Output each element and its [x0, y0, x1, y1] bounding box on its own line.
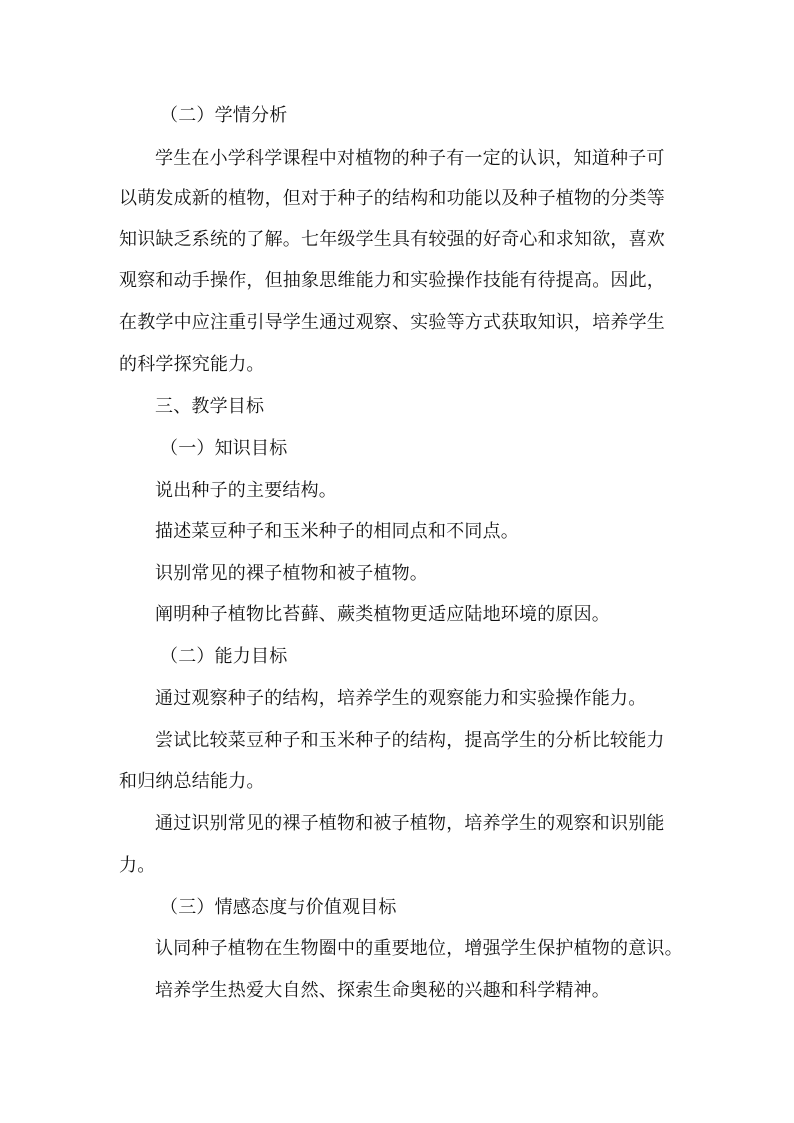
list-item: 描述菜豆种子和玉米种子的相同点和不同点。 [155, 521, 519, 542]
paragraph-line: 以萌发成新的植物，但对于种子的结构和功能以及种子植物的分类等 [119, 188, 665, 209]
subheading-emotion-goals: （三）情感态度与价值观目标 [160, 897, 397, 918]
list-item: 阐明种子植物比苔藓、蕨类植物更适应陆地环境的原因。 [155, 604, 610, 625]
section-heading-learning-analysis: （二）学情分析 [160, 105, 288, 126]
list-item: 识别常见的裸子植物和被子植物。 [155, 563, 428, 584]
subheading-ability-goals: （二）能力目标 [160, 646, 288, 667]
section-heading-teaching-goals: 三、教学目标 [155, 396, 265, 417]
list-item: 认同种子植物在生物圈中的重要地位，增强学生保护植物的意识。 [155, 938, 683, 959]
list-item: 通过识别常见的裸子植物和被子植物，培养学生的观察和识别能 [155, 813, 665, 834]
list-item-continuation: 力。 [119, 855, 156, 876]
list-item-continuation: 和归纳总结能力。 [119, 771, 265, 792]
list-item: 说出种子的主要结构。 [155, 480, 337, 501]
paragraph-line: 学生在小学科学课程中对植物的种子有一定的认识，知道种子可 [155, 148, 665, 169]
paragraph-line: 观察和动手操作，但抽象思维能力和实验操作技能有待提高。因此， [119, 270, 665, 291]
paragraph-line: 知识缺乏系统的了解。七年级学生具有较强的好奇心和求知欲，喜欢 [119, 229, 665, 250]
list-item: 通过观察种子的结构，培养学生的观察能力和实验操作能力。 [155, 688, 647, 709]
subheading-knowledge-goals: （一）知识目标 [160, 438, 288, 459]
paragraph-line: 的科学探究能力。 [119, 354, 265, 375]
paragraph-line: 在教学中应注重引导学生通过观察、实验等方式获取知识，培养学生 [119, 312, 665, 333]
list-item: 培养学生热爱大自然、探索生命奥秘的兴趣和科学精神。 [155, 980, 610, 1001]
list-item: 尝试比较菜豆种子和玉米种子的结构，提高学生的分析比较能力 [155, 730, 665, 751]
